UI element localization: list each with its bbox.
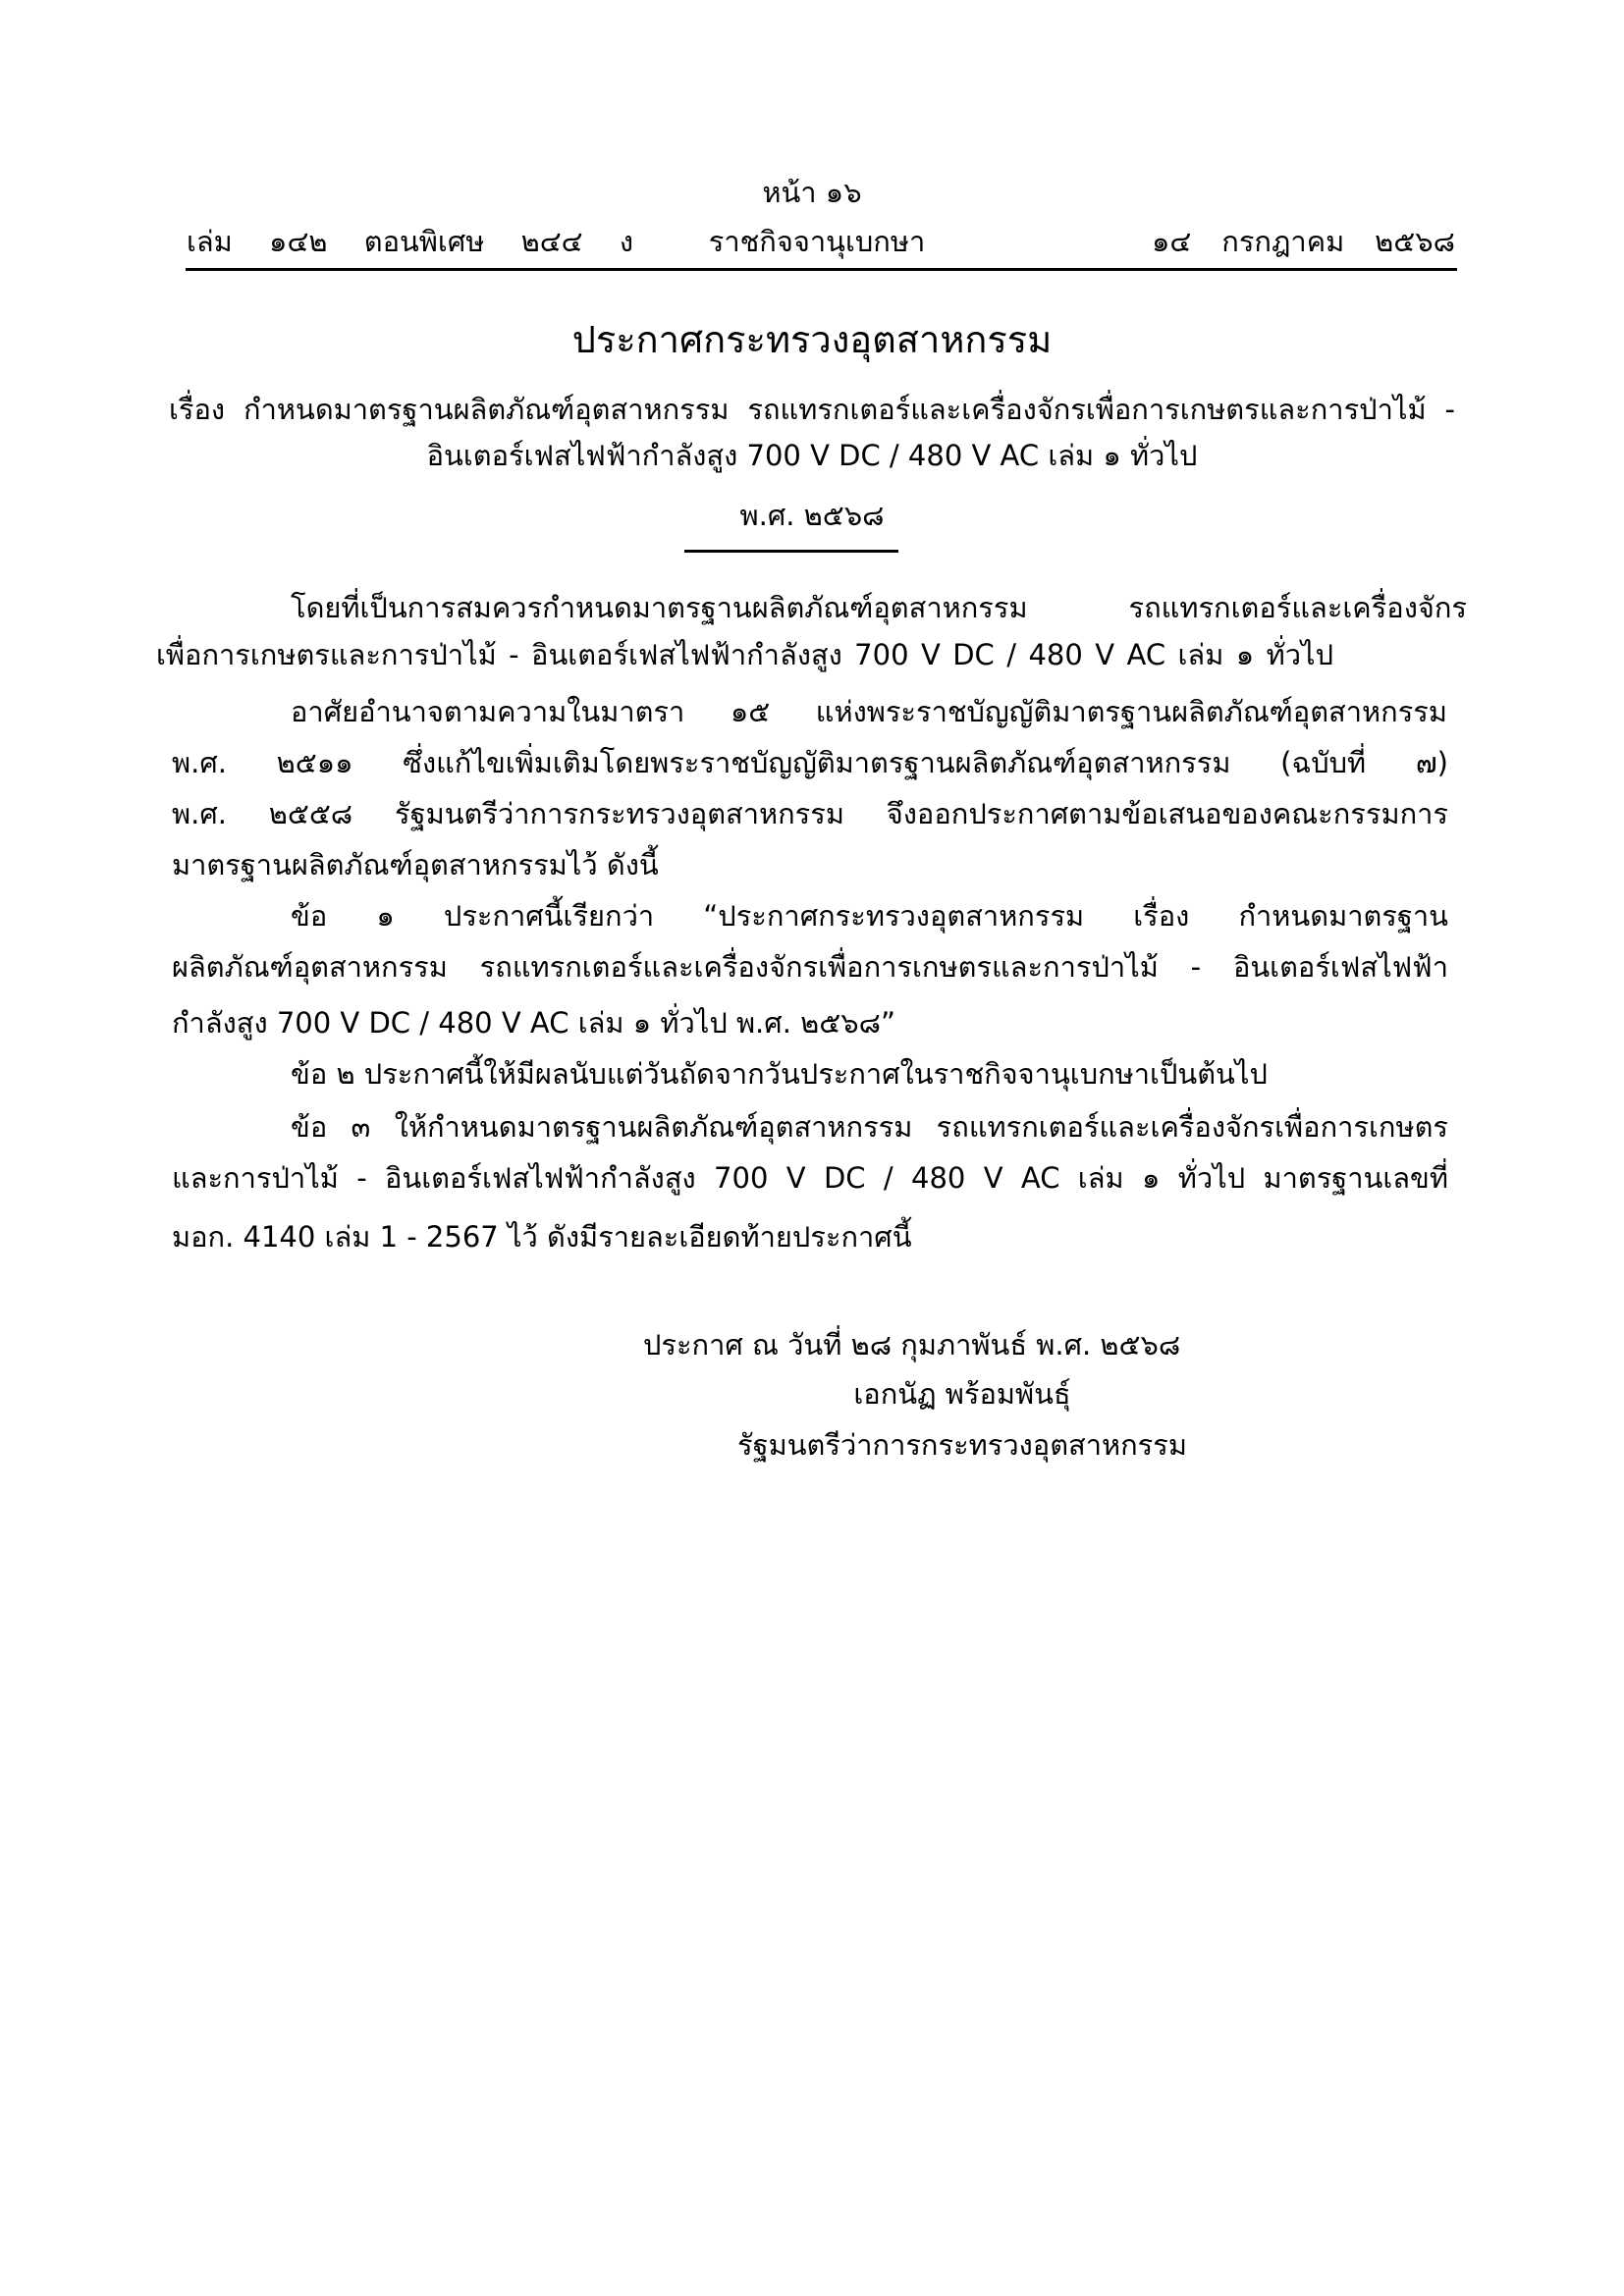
paragraph-2-line-3: พ.ศ. ๒๕๕๘ รัฐมนตรีว่าการกระทรวงอุตสาหกรรม จึงออกประกาศตามข้อเสนอของคณะกรรมการ [172, 797, 1448, 830]
paragraph-1-line-2: เพื่อการเกษตรและการป่าไม้ - อินเตอร์เฟสไฟฟ้ากำลังสูง 700 V DC / 480 V AC เล่ม ๑ ทั่วไป [156, 638, 1333, 671]
paragraph-3-line-3: กำลังสูง 700 V DC / 480 V AC เล่ม ๑ ทั่วไป พ.ศ. ๒๕๖๘” [172, 1006, 895, 1040]
volume-issue: เล่ม ๑๔๒ ตอนพิเศษ ๒๔๔ ง [187, 225, 633, 258]
paragraph-5-line-1: ข้อ ๓ ให้กำหนดมาตรฐานผลิตภัณฑ์อุตสาหกรรม รถแทรกเตอร์และเครื่องจักรเพื่อการเกษตร [291, 1110, 1448, 1144]
publication-date: ๑๔ กรกฎาคม ๒๕๖๘ [1152, 225, 1455, 258]
subject-line-2: อินเตอร์เฟสไฟฟ้ากำลังสูง 700 V DC / 480 V AC เล่ม ๑ ทั่วไป [426, 439, 1198, 472]
paragraph-4-line-1: ข้อ ๒ ประกาศนี้ให้มีผลนับแต่วันถัดจากวันประกาศในราชกิจจานุเบกษาเป็นต้นไป [291, 1057, 1268, 1091]
signatory-name: เอกนัฏ พร้อมพันธุ์ [853, 1377, 1071, 1411]
page-number: หน้า ๑๖ [762, 176, 862, 209]
subject-line-1: เรื่อง กำหนดมาตรฐานผลิตภัณฑ์อุตสาหกรรม รถแทรกเตอร์และเครื่องจักรเพื่อการเกษตรและการป่าไม้ - [169, 393, 1455, 426]
paragraph-2-line-4: มาตรฐานผลิตภัณฑ์อุตสาหกรรมไว้ ดังนี้ [172, 848, 659, 881]
announcement-title: ประกาศกระทรวงอุตสาหกรรม [571, 318, 1053, 361]
paragraph-1-line-1: โดยที่เป็นการสมควรกำหนดมาตรฐานผลิตภัณฑ์อุตสาหกรรม รถแทรกเตอร์และเครื่องจักร [291, 591, 1467, 624]
announcement-date: ประกาศ ณ วันที่ ๒๘ กุมภาพันธ์ พ.ศ. ๒๕๖๘ [643, 1328, 1181, 1362]
title-underline [684, 550, 898, 553]
paragraph-3-line-1: ข้อ ๑ ประกาศนี้เรียกว่า “ประกาศกระทรวงอุตสาหกรรม เรื่อง กำหนดมาตรฐาน [291, 899, 1448, 933]
title-year: พ.ศ. ๒๕๖๘ [739, 499, 885, 532]
paragraph-5-line-2: และการป่าไม้ - อินเตอร์เฟสไฟฟ้ากำลังสูง 700 V DC / 480 V AC เล่ม ๑ ทั่วไป มาตรฐานเลขที่ [172, 1161, 1448, 1195]
paragraph-2-line-1: อาศัยอำนาจตามความในมาตรา ๑๕ แห่งพระราชบัญญัติมาตรฐานผลิตภัณฑ์อุตสาหกรรม [291, 695, 1447, 728]
publication-name: ราชกิจจานุเบกษา [708, 225, 926, 258]
header-rule [186, 268, 1457, 271]
signatory-position: รัฐมนตรีว่าการกระทรวงอุตสาหกรรม [737, 1428, 1187, 1462]
paragraph-5-line-3: มอก. 4140 เล่ม 1 - 2567 ไว้ ดังมีรายละเอียดท้ายประกาศนี้ [172, 1220, 912, 1254]
paragraph-3-line-2: ผลิตภัณฑ์อุตสาหกรรม รถแทรกเตอร์และเครื่องจักรเพื่อการเกษตรและการป่าไม้ - อินเตอร์เฟสไฟฟ้า [172, 950, 1448, 984]
paragraph-2-line-2: พ.ศ. ๒๕๑๑ ซึ่งแก้ไขเพิ่มเติมโดยพระราชบัญญัติมาตรฐานผลิตภัณฑ์อุตสาหกรรม (ฉบับที่ ๗) [172, 746, 1448, 779]
